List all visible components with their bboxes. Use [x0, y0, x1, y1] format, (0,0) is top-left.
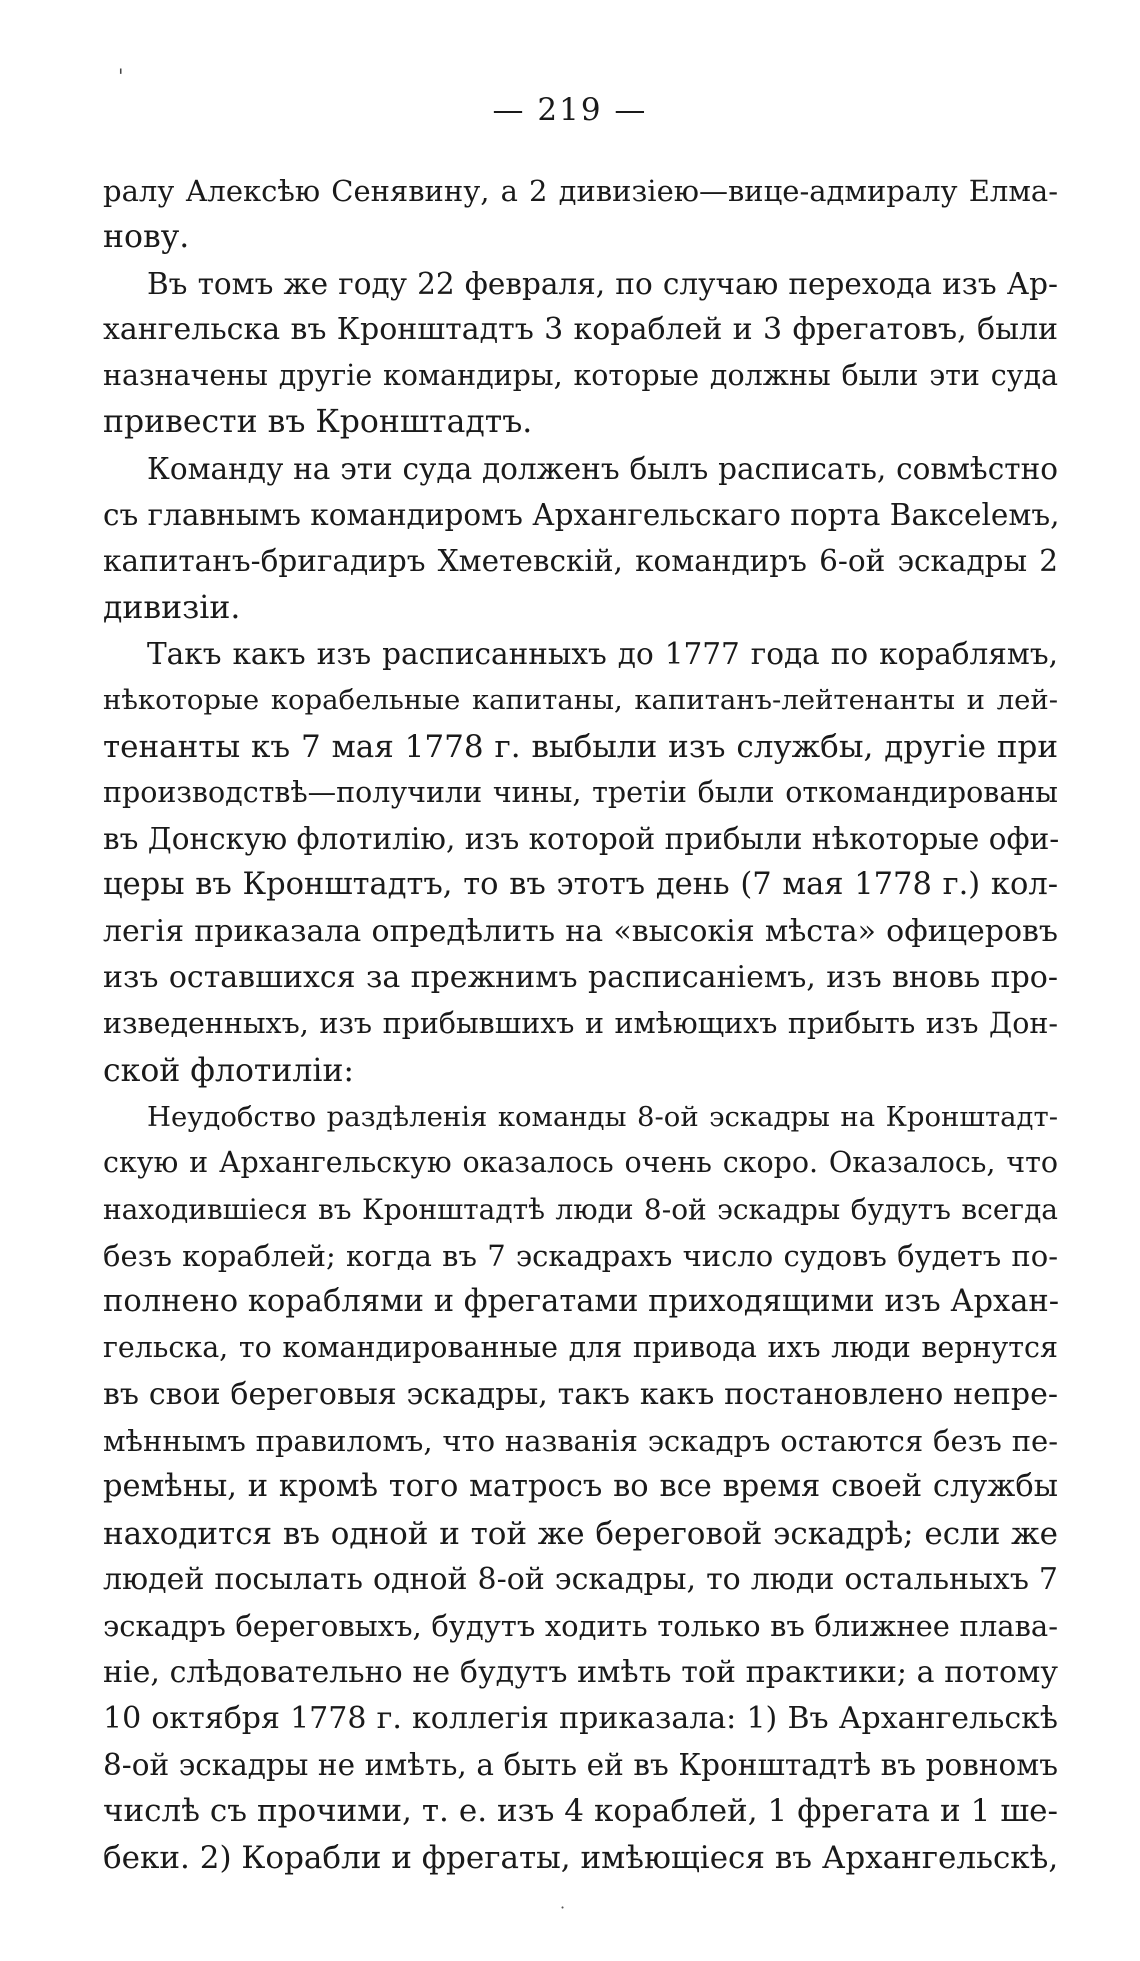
bottom-mark: ·: [560, 1898, 566, 1917]
text-line: хангельска въ Кронштадтъ 3 кораблей и 3 фрегатовъ, были: [103, 311, 1058, 347]
text-line: въ свои береговыя эскадры, такъ какъ постановлено непре-: [103, 1376, 1058, 1412]
text-line: безъ кораблей; когда въ 7 эскадрахъ число судовъ будетъ по-: [103, 1238, 1058, 1273]
text-line: тенанты къ 7 мая 1778 г. выбыли изъ службы, другіе при: [103, 728, 1058, 765]
text-line: ралу Алексѣю Сенявину, а 2 дивизіею—вице-адмиралу Елма-: [103, 174, 1058, 208]
text-line: нѣкоторые корабельные капитаны, капитанъ-лейтенанты и лей-: [103, 684, 1058, 717]
text-line: Въ томъ же году 22 февраля, по случаю перехода изъ Ар-: [147, 266, 1058, 301]
text-line: находившіеся въ Кронштадтѣ люди 8-ой эскадры будутъ всегда: [103, 1192, 1058, 1226]
paragraph-2: [103, 261, 1058, 446]
text-body: [103, 168, 1058, 1881]
text-line: легія приказала опредѣлить на «высокія мѣста» офицеровъ: [103, 913, 1058, 949]
text-line: эскадръ береговыхъ, будутъ ходить только въ ближнее плава-: [103, 1609, 1058, 1644]
text-line: Неудобство раздѣленія команды 8-ой эскадры на Кронштадт-: [147, 1100, 1058, 1133]
text-line: ремѣны, и кромѣ того матросъ во все время своей службы: [103, 1469, 1058, 1505]
text-line: церы въ Кронштадтъ, то въ этотъ день (7 мая 1778 г.) кол-: [103, 867, 1058, 903]
text-line: назначены другіе командиры, которые должны были эти суда: [103, 359, 1058, 393]
text-line: изъ оставшихся за прежнимъ расписаніемъ, изъ вновь про-: [103, 960, 1058, 996]
text-line: гельска, то командированные для привода ихъ люди вернутся: [103, 1331, 1058, 1365]
text-line: числѣ съ прочими, т. е. изъ 4 кораблей, 1 фрегата и 1 ше-: [103, 1793, 1058, 1830]
text-line: капитанъ-бригадиръ Хметевскій, командиръ 6-ой эскадры 2: [103, 544, 1058, 579]
paragraph-1: [103, 168, 1058, 261]
text-line: Такъ какъ изъ расписанныхъ до 1777 года по кораблямъ,: [147, 636, 1058, 671]
text-line: привести въ Кронштадтъ.: [103, 404, 533, 441]
text-line: людей посылать одной 8-ой эскадры, то люди остальныхъ 7: [103, 1561, 1058, 1597]
text-line: съ главнымъ командиромъ Архангельскаго порта Ваксelемъ,: [103, 498, 1060, 533]
text-line: въ Донскую флотилію, изъ которой прибыли нѣкоторые офи-: [103, 822, 1060, 857]
text-line: изведенныхъ, изъ прибывшихъ и имѣющихъ прибыть изъ Дон-: [103, 1007, 1058, 1041]
text-line: беки. 2) Корабли и фрегаты, имѣющіеся въ Архангельскѣ,: [103, 1839, 1059, 1876]
text-line: полнено кораблями и фрегатами приходящими изъ Архан-: [103, 1284, 1060, 1320]
text-line: 8-ой эскадры не имѣть, а быть ей въ Кронштадтѣ въ ровномъ: [103, 1748, 1058, 1783]
paragraph-3: [103, 446, 1058, 631]
text-line: производствѣ—получили чины, третіи были откомандированы: [103, 775, 1058, 809]
text-line: 10 октября 1778 г. коллегія приказала: 1) Въ Архангельскѣ: [103, 1700, 1058, 1736]
text-line: нову.: [103, 219, 190, 256]
text-line: дивизіи.: [103, 589, 241, 626]
page-number: — 219 —: [492, 92, 648, 128]
paragraph-4: [103, 631, 1058, 1094]
text-line: скую и Архангельскую оказалось очень скоро. Оказалось, что: [103, 1146, 1058, 1180]
text-line: ской флотиліи:: [103, 1052, 355, 1089]
stray-mark: ': [118, 64, 124, 88]
text-line: ніе, слѣдовательно не будутъ имѣть той практики; а потому: [103, 1654, 1058, 1690]
text-line: мѣннымъ правиломъ, что названія эскадръ остаются безъ пе-: [103, 1424, 1058, 1459]
text-line: находится въ одной и той же береговой эскадрѣ; если же: [103, 1515, 1058, 1552]
paragraph-5: [103, 1094, 1058, 1881]
text-line: Команду на эти суда долженъ былъ расписать, совмѣстно: [147, 451, 1058, 486]
